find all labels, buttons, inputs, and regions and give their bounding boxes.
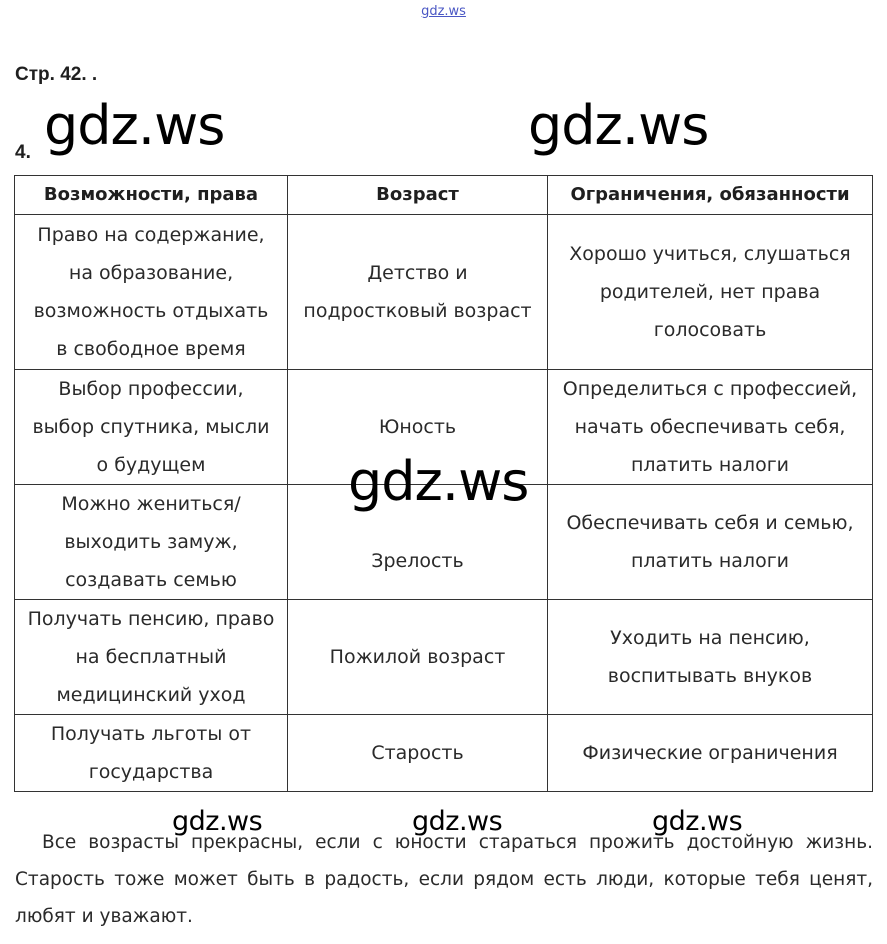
- cell-rights-text: Получать льготы от государства: [50, 723, 252, 783]
- cell-age: [288, 600, 548, 715]
- cell-rights: [15, 715, 288, 792]
- cell-rights-text: Право на содержание, на образование, возможность отдыхать в свободное время: [33, 224, 269, 360]
- cell-duties-text: Обеспечивать себя и семью, платить налоги: [566, 512, 854, 572]
- watermark-bottom-2: gdz.ws: [412, 806, 503, 837]
- cell-duties-text: Хорошо учиться, слушаться родителей, нет права голосовать: [569, 243, 851, 341]
- cell-age-text: Юность: [378, 416, 457, 438]
- cell-duties-text: Физические ограничения: [582, 742, 838, 764]
- watermark-top-link[interactable]: gdz.ws: [421, 4, 466, 19]
- cell-duties: [548, 715, 873, 792]
- table-row: [15, 215, 873, 370]
- cell-rights: [15, 600, 288, 715]
- cell-duties: [548, 215, 873, 370]
- cell-duties: [548, 370, 873, 485]
- conclusion-paragraph: Все возрасты прекрасны, если с юности стараться прожить достойную жизнь. Старость тоже может быть в радость, если рядом есть люди, которые тебя ценят, любят и уважают.: [15, 832, 873, 927]
- cell-age: [288, 715, 548, 792]
- cell-rights: [15, 485, 288, 600]
- cell-age-text: Зрелость: [371, 550, 464, 572]
- table-header-row: [15, 176, 873, 215]
- cell-age: [288, 215, 548, 370]
- cell-rights-text: Получать пенсию, право на бесплатный медицинский уход: [27, 608, 275, 706]
- cell-age-text: Детство и подростковый возраст: [303, 262, 532, 322]
- cell-duties: [548, 485, 873, 600]
- cell-duties-text: Определиться с профессией, начать обеспечивать себя, платить налоги: [562, 378, 858, 476]
- cell-rights: [15, 215, 288, 370]
- header-age: Возраст: [288, 176, 548, 215]
- cell-age-text: Пожилой возраст: [329, 646, 506, 668]
- watermark-bottom-1: gdz.ws: [172, 806, 263, 837]
- watermark-large-right: gdz.ws: [528, 94, 709, 157]
- watermark-bottom-3: gdz.ws: [652, 806, 743, 837]
- cell-rights-text: Можно жениться/выходить замуж, создавать семью: [61, 493, 241, 591]
- cell-age-text: Старость: [371, 742, 464, 764]
- cell-rights-text: Выбор профессии, выбор спутника, мысли о будущем: [32, 378, 270, 476]
- watermark-center: gdz.ws: [348, 450, 529, 513]
- task-number: 4.: [15, 142, 31, 163]
- header-duties: Ограничения, обязанности: [548, 176, 873, 215]
- page-reference: Стр. 42. .: [15, 64, 98, 85]
- cell-rights: [15, 370, 288, 485]
- header-rights: Возможности, права: [15, 176, 288, 215]
- cell-duties: [548, 600, 873, 715]
- table-row: [15, 715, 873, 792]
- watermark-large-left: gdz.ws: [44, 94, 225, 157]
- cell-duties-text: Уходить на пенсию, воспитывать внуков: [607, 627, 813, 687]
- table-row: [15, 600, 873, 715]
